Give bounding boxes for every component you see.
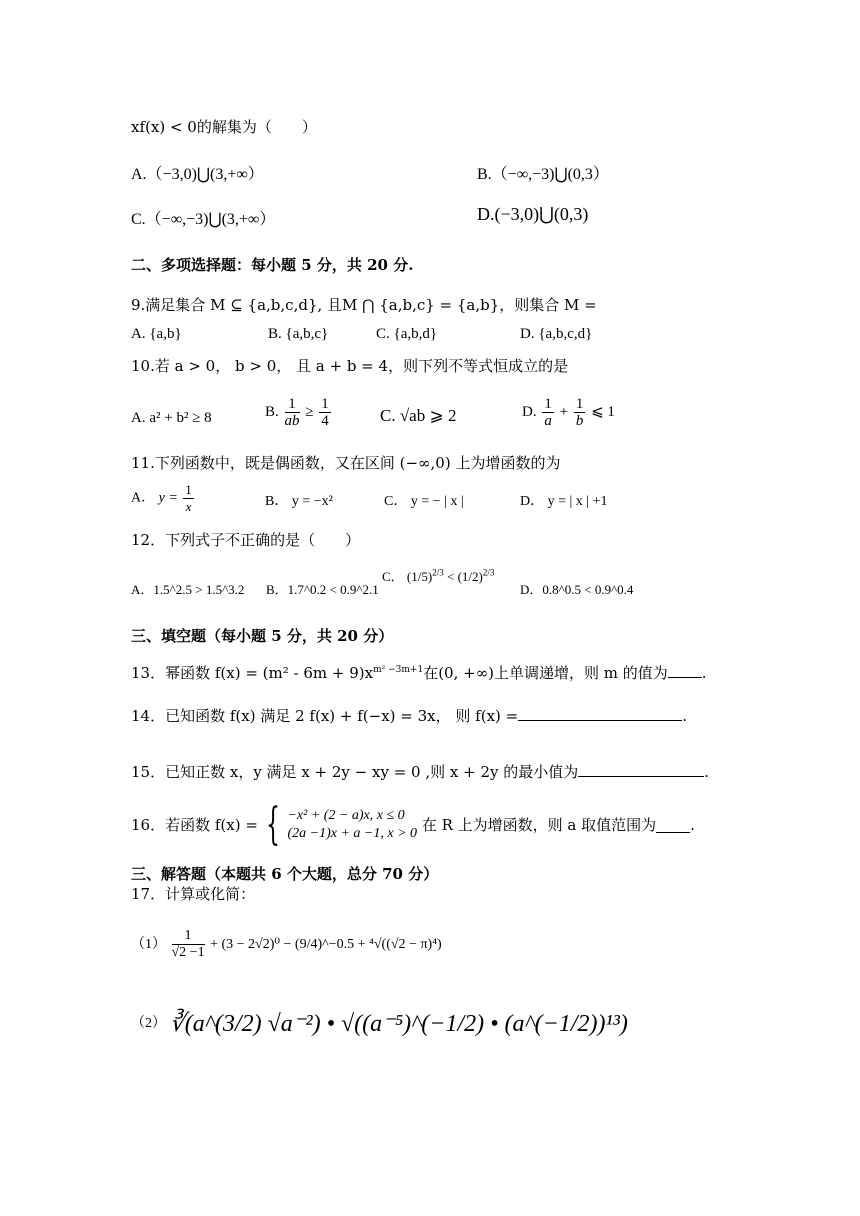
- q17-stem: 17．计算或化简：: [131, 885, 256, 903]
- q10-option-a: A. a² + b² ≥ 8: [131, 410, 212, 426]
- section-heading-multiple-choice: 二、多项选择题：每小题 5 分，共 20 分.: [131, 256, 414, 274]
- q12-option-b: B．1.7^0.2 < 0.9^2.1: [266, 582, 379, 597]
- q13: 13．幂函数 $f(x) = (m^2 - 6m + 9)x^{m^2 -3m+1}$在(0, +∞)上单调递增，则 m 的值为 .: [131, 664, 707, 682]
- q8-option-d: D.(−3,0)⋃(0,3): [477, 204, 589, 224]
- q8-option-c: C.（−∞,−3)⋃(3,+∞）: [131, 211, 276, 228]
- q17-part-2: （2） ∛(a^(3/2) √a⁻²) • √((a⁻⁵)^(−1/2) • (a^(−1/2))¹³): [131, 1011, 628, 1037]
- q10-stem: 10.若 a > 0， b > 0， 且 a + b = 4，则下列不等式恒成立的是: [131, 357, 569, 375]
- q12-option-d: D．0.8^0.5 < 0.9^0.4: [520, 582, 634, 597]
- q11-option-d: D． y = | x | +1: [520, 494, 608, 509]
- q8-stem: xf(x) < 0的解集为（ ）: [131, 118, 317, 136]
- q16: 16．若函数 f(x) = { −x² + (2 − a)x, x ≤ 0 (2a −1)x + a −1, x > 0 在 R 上为增函数，则 a 取值范围为 .: [131, 799, 695, 850]
- q9-option-d: D. {a,b,c,d}: [520, 326, 593, 342]
- q17-part-1: （1） $\frac{1}{√2 -1}$ + (3 − 2√2)⁰ − (9/4)^−0.5 + ⁴√((√2 − π)⁴): [131, 928, 442, 961]
- q8-option-a: A.（−3,0)⋃(3,+∞）: [131, 166, 264, 183]
- q9-option-b: B. {a,b,c}: [268, 326, 329, 342]
- q11-option-c: C． y = − | x |: [384, 494, 464, 509]
- q11-option-a: A． y = $\frac{1}{x}$: [131, 482, 192, 514]
- q11-option-b: B． y = −x²: [265, 494, 333, 509]
- q10-option-c: C. √ab ⩾ 2: [380, 406, 457, 425]
- q10-option-b: B. $\frac{1}{ab}$ ≥ $\frac{1}{4}$: [265, 396, 329, 429]
- section-heading-fill-in: 三、填空题（每小题 5 分，共 20 分）: [131, 627, 394, 645]
- q14: 14．已知函数 f(x) 满足 2 f(x) + f(−x) = 3x， 则 f(x) = .: [131, 707, 687, 725]
- left-brace: {: [265, 799, 280, 850]
- q15: 15．已知正数 x，y 满足 x + 2y − xy = 0 ,则 x + 2y 的最小值为 .: [131, 763, 710, 781]
- q11-stem: 11.下列函数中，既是偶函数，又在区间 (−∞,0) 上为增函数的为: [131, 454, 561, 472]
- q8-option-b: B.（−∞,−3)⋃(0,3）: [477, 166, 609, 183]
- q12-stem: 12．下列式子不正确的是（ ）: [131, 531, 361, 549]
- q9-option-a: A. {a,b}: [131, 326, 182, 342]
- q12-option-a: A．1.5^2.5 > 1.5^3.2: [131, 582, 245, 597]
- q10-option-d: D. $\frac{1}{a}$ + $\frac{1}{b}$ ⩽ 1: [522, 396, 615, 429]
- q12-option-c: C． $(1/5)^{2/3} < (1/2)^{2/3}$: [382, 567, 495, 584]
- section-heading-solutions: 三、解答题（本题共 6 个大题，总分 70 分）: [131, 865, 439, 883]
- q9-stem: 9.满足集合 M ⊆ {a,b,c,d}, 且M ⋂ {a,b,c} = {a,b}，则集合 M =: [131, 296, 597, 314]
- q9-option-c: C. {a,b,d}: [376, 326, 438, 342]
